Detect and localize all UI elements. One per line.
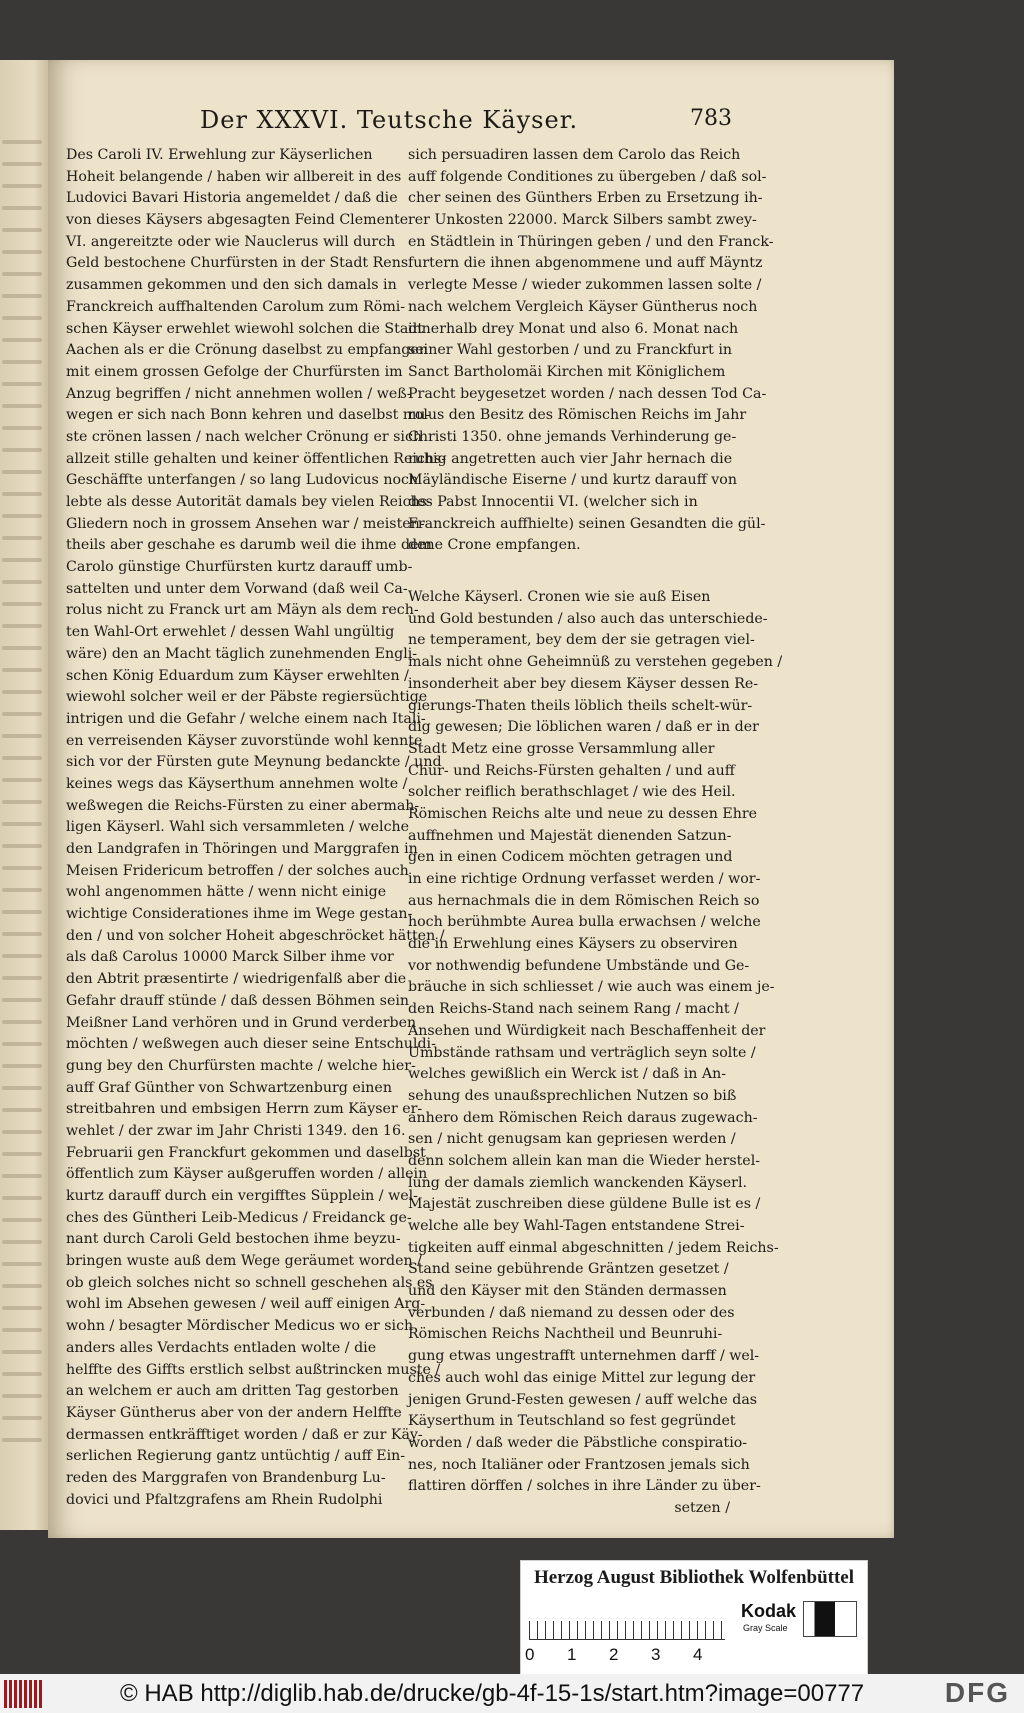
previous-page-text-trace bbox=[2, 1394, 42, 1398]
text-line: ste crönen lassen / nach welcher Crönung er sich bbox=[66, 428, 423, 445]
text-line: wegen er sich nach Bonn kehren und daselbst mu- bbox=[66, 407, 431, 424]
previous-page-text-trace bbox=[2, 1042, 42, 1046]
previous-page-text-trace bbox=[2, 228, 42, 232]
previous-page-text-trace bbox=[2, 1372, 42, 1376]
text-line: den Abtrit præsentirte / wiedrigenfalß aber die bbox=[66, 971, 407, 988]
text-line: Meisen Fridericum betroffen / der solches auch bbox=[66, 862, 409, 879]
previous-page-text-trace bbox=[2, 1328, 42, 1332]
text-line: theils aber geschahe es darumb weil die ihme dem bbox=[66, 537, 432, 554]
text-line: gen in einen Codicem möchten getragen und bbox=[408, 849, 733, 866]
text-line: reden des Marggrafen von Brandenburg Lu- bbox=[66, 1469, 386, 1486]
text-line: wehlet / der zwar im Jahr Christi 1349. den 16. bbox=[66, 1122, 406, 1139]
text-line: Franckreich auffhaltenden Carolum zum Römi- bbox=[66, 298, 406, 315]
previous-page-text-trace bbox=[2, 1218, 42, 1222]
text-line: als daß Carolus 10000 Marck Silber ihme vor bbox=[66, 949, 394, 966]
text-line: öffentlich zum Käyser außgeruffen worden / allein bbox=[66, 1166, 428, 1183]
text-line: Stand seine gebührende Gräntzen gesetzet / bbox=[408, 1261, 729, 1278]
text-line: Stadt Metz eine grosse Versammlung aller bbox=[408, 740, 715, 757]
text-line: insonderheit aber bey diesem Käyser dessen Re- bbox=[408, 675, 759, 692]
text-line: Franckreich auffhielte) seinen Gesandten die gül- bbox=[408, 515, 766, 532]
scale-number: 1 bbox=[567, 1645, 577, 1664]
footer-bar bbox=[0, 1674, 1024, 1713]
previous-page-text-trace bbox=[2, 932, 42, 936]
previous-page-text-trace bbox=[2, 998, 42, 1002]
previous-page-edge bbox=[0, 60, 48, 1530]
text-line: weßwegen die Reichs-Fürsten zu einer abermah- bbox=[66, 797, 420, 814]
text-line: von dieses Käysers abgesagten Feind Clemente bbox=[66, 212, 409, 229]
previous-page-text-trace bbox=[2, 316, 42, 320]
previous-page-text-trace bbox=[2, 800, 42, 804]
text-line: Hoheit belangende / haben wir allbereit in des bbox=[66, 168, 402, 185]
previous-page-text-trace bbox=[2, 184, 42, 188]
text-line: Pracht beygesetzet worden / nach dessen Tod Ca- bbox=[408, 385, 767, 402]
previous-page-text-trace bbox=[2, 1108, 42, 1112]
previous-page-text-trace bbox=[2, 272, 42, 276]
text-line: jenigen Grund-Festen gewesen / auff welche das bbox=[408, 1391, 758, 1408]
previous-page-text-trace bbox=[2, 140, 42, 144]
text-line: Anzug begriffen / nicht annehmen wollen / weß- bbox=[66, 385, 412, 402]
previous-page-text-trace bbox=[2, 404, 42, 408]
text-line: Käyser Güntherus aber von der andern Helffte bbox=[66, 1404, 402, 1421]
previous-page-text-trace bbox=[2, 954, 42, 958]
text-line: schen König Eduardum zum Käyser erwehlten / bbox=[66, 667, 409, 684]
previous-page-text-trace bbox=[2, 536, 42, 540]
previous-page-text-trace bbox=[2, 294, 42, 298]
text-line: Carolo günstige Churfürsten kurtz darauff umb- bbox=[66, 559, 413, 576]
scale-number: 3 bbox=[651, 1645, 661, 1664]
text-line: rolus den Besitz des Römischen Reichs im Jahr bbox=[408, 407, 747, 424]
text-line: Ansehen und Würdigkeit nach Beschaffenheit der bbox=[408, 1022, 766, 1039]
text-line: intrigen und die Gefahr / welche einem nach Itali- bbox=[66, 710, 426, 727]
previous-page-text-trace bbox=[2, 1174, 42, 1178]
page-number: 783 bbox=[690, 106, 732, 131]
text-line: ne temperament, bey dem der sie getragen viel- bbox=[408, 632, 755, 649]
text-line: keines wegs das Käyserthum annehmen wolte / bbox=[66, 775, 408, 792]
gray-scale-patch bbox=[803, 1601, 857, 1637]
text-line: in eine richtige Ordnung verfasset werden / wor- bbox=[408, 871, 761, 887]
text-line: welches gewißlich ein Werck ist / daß in An- bbox=[408, 1066, 727, 1083]
text-line: sehung des unaußsprechlichen Nutzen so biß bbox=[408, 1087, 737, 1104]
previous-page-text-trace bbox=[2, 910, 42, 914]
paragraph-gap bbox=[408, 557, 738, 587]
text-line: ches des Güntheri Leib-Medicus / Freidanck ge- bbox=[66, 1209, 412, 1226]
text-line: sich persuadiren lassen dem Carolo das Reich bbox=[408, 147, 741, 163]
text-line: Römischen Reichs alte und neue zu dessen Ehre bbox=[408, 805, 758, 822]
text-line: aus hernachmals die in dem Römischen Reich so bbox=[408, 892, 760, 909]
previous-page-text-trace bbox=[2, 558, 42, 562]
text-line: wichtige Considerationes ihme im Wege gestan- bbox=[66, 906, 413, 923]
text-line: bringen wuste auß dem Wege geräumet worden / bbox=[66, 1253, 422, 1270]
text-line: sattelten und unter dem Vorwand (daß weil Ca- bbox=[66, 580, 408, 597]
text-line: solcher reiflich berathschlaget / wie des Heil. bbox=[408, 784, 736, 801]
text-line: Gliedern noch in grossem Ansehen war / meisten- bbox=[66, 515, 425, 532]
text-line: auff Graf Günther von Schwartzenburg einen bbox=[66, 1079, 392, 1096]
text-line: verbunden / daß niemand zu dessen oder des bbox=[408, 1304, 735, 1321]
text-line: wohn / besagter Mördischer Medicus wo er sich bbox=[66, 1318, 414, 1335]
kodak-gray-scale: Gray Scale bbox=[743, 1623, 788, 1633]
previous-page-text-trace bbox=[2, 360, 42, 364]
text-line: möchten / weßwegen auch dieser seine Entschuldi- bbox=[66, 1036, 436, 1053]
text-line: innerhalb drey Monat und also 6. Monat nach bbox=[408, 320, 739, 337]
text-line: dene Crone empfangen. bbox=[408, 537, 581, 554]
scale-number: 4 bbox=[693, 1645, 703, 1664]
text-line: bräuche in sich schliesset / wie auch was einem je- bbox=[408, 979, 775, 996]
text-line: Majestät zuschreiben diese güldene Bulle ist es / bbox=[408, 1196, 761, 1213]
previous-page-text-trace bbox=[2, 778, 42, 782]
previous-page-text-trace bbox=[2, 888, 42, 892]
text-line: nach welchem Vergleich Käyser Güntherus noch bbox=[408, 298, 758, 315]
text-line: gierungs-Thaten theils löblich theils schelt-wür- bbox=[408, 697, 753, 714]
previous-page-text-trace bbox=[2, 734, 42, 738]
text-line: Februarii gen Franckfurt gekommen und daselbst bbox=[66, 1144, 426, 1161]
catchword: setzen / bbox=[674, 1499, 730, 1516]
text-line: lebte als desse Autorität damals bey vielen Reichs- bbox=[66, 494, 432, 510]
text-line: lung der damals ziemlich wanckenden Käyserl. bbox=[408, 1174, 748, 1191]
text-line: schen Käyser erwehlet wiewohl solchen die Stadt bbox=[66, 320, 424, 337]
previous-page-text-trace bbox=[2, 382, 42, 386]
text-line: helffte des Giffts erstlich selbst außtrincken muste / bbox=[66, 1361, 441, 1378]
text-line: Römischen Reichs Nachtheil und Beunruhi- bbox=[408, 1326, 723, 1343]
text-line: seiner Wahl gestorben / und zu Franckfurt in bbox=[408, 342, 733, 359]
hab-logo-icon bbox=[4, 1680, 44, 1708]
previous-page-text-trace bbox=[2, 426, 42, 430]
text-line: nant durch Caroli Geld bestochen ihme beyzu- bbox=[66, 1231, 401, 1248]
text-line: worden / daß weder die Päbstliche conspiratio- bbox=[408, 1434, 748, 1451]
scale-number: 2 bbox=[609, 1645, 619, 1664]
text-line: nes, noch Italiäner oder Frantzosen jemals sich bbox=[408, 1456, 750, 1473]
text-line: welche alle bey Wahl-Tagen entstandene Strei- bbox=[408, 1218, 745, 1234]
previous-page-text-trace bbox=[2, 1416, 42, 1420]
previous-page-text-trace bbox=[2, 514, 42, 518]
previous-page-text-trace bbox=[2, 602, 42, 606]
text-line: Welche Käyserl. Cronen wie sie auß Eisen bbox=[408, 589, 711, 606]
previous-page-text-trace bbox=[2, 1240, 42, 1244]
text-line: streitbahren und embsigen Herrn zum Käyser er- bbox=[66, 1101, 423, 1118]
previous-page-text-trace bbox=[2, 580, 42, 584]
previous-page-text-trace bbox=[2, 1064, 42, 1068]
previous-page-text-trace bbox=[2, 492, 42, 496]
previous-page-text-trace bbox=[2, 976, 42, 980]
previous-page-text-trace bbox=[2, 470, 42, 474]
library-name: Herzog August Bibliothek Wolfenbüttel bbox=[533, 1567, 855, 1588]
previous-page-text-trace bbox=[2, 206, 42, 210]
text-line: wäre) den an Macht täglich zunehmenden Engli- bbox=[66, 645, 418, 662]
text-line: auff folgende Conditiones zu übergeben / daß sol- bbox=[408, 168, 767, 185]
text-line: ob gleich solches nicht so schnell geschehen als es bbox=[66, 1274, 433, 1291]
previous-page-text-trace bbox=[2, 866, 42, 870]
text-line: Gefahr drauff stünde / daß dessen Böhmen sein bbox=[66, 992, 410, 1009]
previous-page-text-trace bbox=[2, 1196, 42, 1200]
text-line: Käyserthum in Teutschland so fest gegründet bbox=[408, 1413, 736, 1430]
footer-copyright-link[interactable]: © HAB http://diglib.hab.de/drucke/gb-4f-15-1s/start.htm?image=00777 bbox=[120, 1680, 865, 1707]
text-line: Des Caroli IV. Erwehlung zur Käyserlichen bbox=[66, 147, 373, 163]
previous-page-text-trace bbox=[2, 1350, 42, 1354]
previous-page-text-trace bbox=[2, 1262, 42, 1266]
left-text-column bbox=[66, 145, 447, 1511]
text-line: auffnehmen und Majestät dienenden Satzun- bbox=[408, 827, 732, 844]
text-line: den / und von solcher Hoheit abgeschröcket hätten / bbox=[66, 927, 445, 944]
previous-page-text-trace bbox=[2, 756, 42, 760]
text-line: ches auch wohl das einige Mittel zur legung der bbox=[408, 1369, 756, 1386]
text-line: ruhig angetretten auch vier Jahr hernach die bbox=[408, 450, 733, 467]
text-line: Geschäffte unterfangen / so lang Ludovicus noch bbox=[66, 472, 419, 489]
text-line: gung bey den Churfürsten machte / welche hier- bbox=[66, 1057, 416, 1074]
text-line: VI. angereitzte oder wie Nauclerus will durch bbox=[66, 233, 396, 250]
text-line: serlichen Regierung gantz untüchtig / auff Ein- bbox=[66, 1448, 406, 1465]
text-line: allzeit stille gehalten und keiner öffentlichen Reichs- bbox=[66, 450, 447, 467]
text-line: tigkeiten auff einmal abgeschnitten / jedem Reichs- bbox=[408, 1239, 779, 1256]
previous-page-text-trace bbox=[2, 338, 42, 342]
previous-page-text-trace bbox=[2, 1306, 42, 1310]
text-line: cher seinen des Günthers Erben zu Ersetzung ih- bbox=[408, 190, 763, 207]
text-line: wohl im Absehen gewesen / weil auff einigen Arg- bbox=[66, 1296, 426, 1313]
text-line: dig gewesen; Die löblichen waren / daß er in der bbox=[408, 719, 759, 736]
dfg-logo: DFG bbox=[944, 1677, 1010, 1708]
text-line: und Gold bestunden / also auch das unterschiede- bbox=[408, 610, 768, 627]
previous-page-text-trace bbox=[2, 822, 42, 826]
text-line: wohl angenommen hätte / wenn nicht einige bbox=[66, 884, 387, 901]
text-line: denn solchem allein kan man die Wieder herstel- bbox=[408, 1152, 761, 1169]
text-line: sich vor der Fürsten gute Meynung bedanckte / und bbox=[66, 754, 442, 771]
right-text-column bbox=[408, 145, 783, 1520]
text-line: mals nicht ohne Geheimnüß zu verstehen gegeben / bbox=[408, 654, 783, 671]
text-line: Chur- und Reichs-Fürsten gehalten / und auff bbox=[408, 762, 735, 779]
text-line: kurtz darauff durch ein vergifftes Süpplein / wel- bbox=[66, 1188, 418, 1204]
text-line: vor nothwendig befundene Umbstände und Ge- bbox=[408, 957, 750, 974]
text-line: flattiren dörffen / solches in ihre Länder zu über- bbox=[408, 1478, 761, 1495]
previous-page-text-trace bbox=[2, 624, 42, 628]
text-line: Umbstände rathsam und verträglich seyn solte / bbox=[408, 1044, 756, 1061]
text-line: den Reichs-Stand nach seinem Rang / macht / bbox=[408, 1001, 739, 1018]
text-line: dermassen entkräfftiget worden / daß er zur Käy- bbox=[66, 1426, 423, 1443]
text-line: ligen Käyserl. Wahl sich versammleten / welche bbox=[66, 819, 410, 836]
previous-page-text-trace bbox=[2, 844, 42, 848]
text-line: und den Käyser mit den Ständen dermassen bbox=[408, 1283, 727, 1300]
text-line: en Städtlein in Thüringen geben / und den Franck- bbox=[408, 233, 774, 250]
text-line: des Pabst Innocentii VI. (welcher sich in bbox=[408, 494, 698, 510]
holding-library-label bbox=[520, 1560, 868, 1684]
text-line: en verreisenden Käyser zuvorstünde wohl kennte bbox=[66, 732, 423, 749]
previous-page-text-trace bbox=[2, 712, 42, 716]
previous-page-text-trace bbox=[2, 1130, 42, 1134]
previous-page-text-trace bbox=[2, 1152, 42, 1156]
text-line: Ludovici Bavari Historia angemeldet / daß die bbox=[66, 190, 398, 207]
text-line: rer Unkosten 22000. Marck Silbers sambt zwey- bbox=[408, 212, 757, 229]
scale-number: 0 bbox=[525, 1645, 535, 1664]
text-line: Aachen als er die Crönung daselbst zu empfangen bbox=[66, 342, 428, 359]
previous-page-text-trace bbox=[2, 646, 42, 650]
measuring-scale bbox=[529, 1599, 725, 1640]
text-line: sen / nicht genugsam kan gepriesen werden / bbox=[408, 1131, 736, 1148]
text-line: gung etwas ungestrafft unternehmen darff / wel- bbox=[408, 1348, 760, 1365]
previous-page-text-trace bbox=[2, 1020, 42, 1024]
previous-page-text-trace bbox=[2, 1086, 42, 1090]
text-line: dovici und Pfaltzgrafens am Rhein Rudolphi bbox=[66, 1491, 383, 1508]
text-line: zusammen gekommen und den sich damals in bbox=[66, 277, 397, 294]
text-line: hoch berühmbte Aurea bulla erwachsen / welche bbox=[408, 914, 761, 931]
previous-page-text-trace bbox=[2, 448, 42, 452]
kodak-brand: Kodak bbox=[741, 1601, 797, 1621]
text-line: Meißner Land verhören und in Grund verderben bbox=[66, 1014, 417, 1031]
text-line: Mäyländische Eiserne / und kurtz darauff von bbox=[408, 472, 737, 489]
text-line: Christi 1350. ohne jemands Verhinderung ge- bbox=[408, 428, 737, 445]
text-line: ten Wahl-Ort erwehlet / dessen Wahl ungültig bbox=[66, 624, 395, 641]
text-line: den Landgrafen in Thöringen und Marggrafen in bbox=[66, 841, 418, 857]
previous-page-text-trace bbox=[2, 690, 42, 694]
text-line: Sanct Bartholomäi Kirchen mit Königlichem bbox=[408, 363, 726, 380]
previous-page-text-trace bbox=[2, 1438, 42, 1442]
previous-page-text-trace bbox=[2, 668, 42, 672]
text-line: an welchem er auch am dritten Tag gestorben bbox=[66, 1383, 399, 1400]
running-head: Der XXXVI. Teutsche Käyser. bbox=[200, 106, 579, 134]
text-line: wiewohl solcher weil er der Päbste regiersüchtige bbox=[66, 689, 428, 706]
previous-page-text-trace bbox=[2, 162, 42, 166]
text-line: mit einem grossen Gefolge der Churfürsten im bbox=[66, 363, 403, 380]
previous-page-text-trace bbox=[2, 1284, 42, 1288]
text-line: furtern die ihnen abgenommene und auff Mäyntz bbox=[408, 255, 763, 272]
previous-page-text-trace bbox=[2, 250, 42, 254]
text-line: anhero dem Römischen Reich daraus zugewach- bbox=[408, 1109, 758, 1126]
text-line: die in Erwehlung eines Käysers zu observiren bbox=[408, 936, 738, 953]
text-line: rolus nicht zu Franck urt am Mäyn als dem rech- bbox=[66, 602, 419, 619]
text-line: Geld bestochene Churfürsten in der Stadt Rens bbox=[66, 255, 409, 272]
text-line: anders alles Verdachts entladen wolte / die bbox=[66, 1339, 377, 1356]
text-line: verlegte Messe / wieder zukommen lassen solte / bbox=[408, 277, 762, 294]
